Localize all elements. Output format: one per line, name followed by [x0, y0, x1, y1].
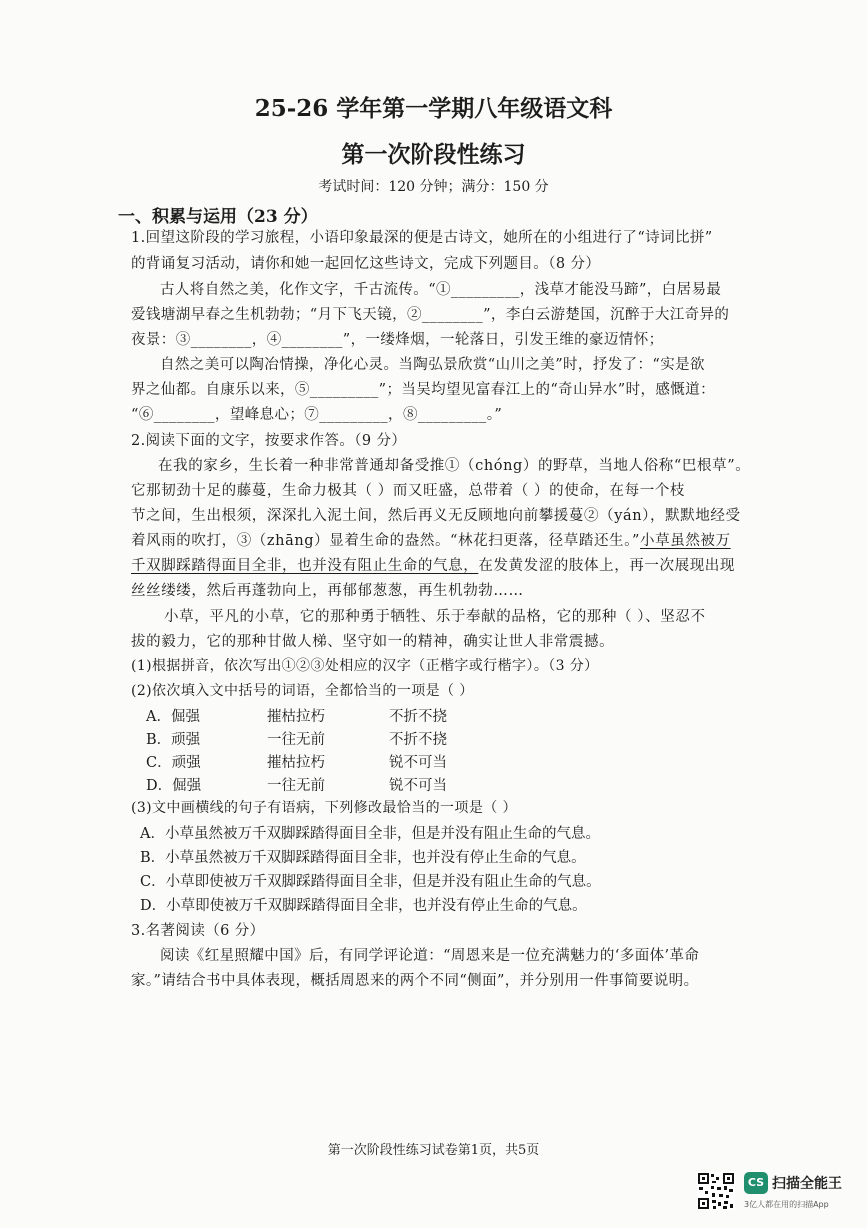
q1-line: 1.回望这阶段的学习旅程，小语印象最深的便是古诗文，她所在的小组进行了“诗词比拼”: [131, 230, 713, 246]
q2-underlined-sentence: 小草虽然被万: [640, 533, 731, 549]
q3-line: 阅读《红星照耀中国》后，有同学评论道：“周恩来是一位充满魅力的‘多面体’革命: [160, 948, 700, 964]
page-footer: 第一次阶段性练习试卷第1页，共5页: [327, 1143, 540, 1158]
option-letter: B．顽强: [146, 732, 201, 748]
q2-passage-line: 在我的家乡，生长着一种非常普通却备受推①（chóng）的野草，当地人俗称“巴根草”。: [158, 458, 751, 474]
q1-line: 自然之美可以陶冶情操，净化心灵。当陶弘景欣赏“山川之美”时，抒发了：“实是欲: [160, 357, 705, 373]
q2-sub3-option: C．小草即使被万千双脚踩踏得面目全非，但是并没有阻止生命的气息。: [140, 874, 601, 890]
q3-line: 家。”请结合书中具体表现，概括周恩来的两个不同“侧面”，并分别用一件事简要说明。: [131, 973, 699, 989]
q2-passage-line: 小草，平凡的小草，它的那种勇于牺牲、乐于奉献的品格，它的那种（ ）、坚忍不: [164, 609, 706, 625]
qr-code-icon[interactable]: [697, 1172, 735, 1210]
option-letter: C．顽强: [146, 755, 201, 771]
q2-passage-line: 拔的毅力，它的那种甘做人梯、坚守如一的精神，确实让世人非常震撼。: [131, 634, 615, 650]
option-word: 锐不可当: [389, 755, 447, 771]
q2-sub1: (1)根据拼音，依次写出①②③处相应的汉字（正楷字或行楷字）。（3 分）: [131, 658, 599, 674]
q2-passage-line: 千双脚踩踏得面目全非，也并没有阻止生命的气息，在发黄发涩的肢体上，再一次展现出现: [131, 558, 736, 574]
q1-line: 的背诵复习活动，请你和她一起回忆这些诗文，完成下列题目。（8 分）: [131, 256, 601, 272]
q2-passage-line: 丝丝缕缕，然后再蓬勃向上，再郁郁葱葱，再生机勃勃……: [131, 583, 524, 599]
q1-line: 界之仙都。自康乐以来，⑤_________”；当吴均望见富春江上的“奇山异水”时，感慨道：: [131, 382, 715, 398]
scanner-app-tagline: 3亿人都在用的扫描App: [744, 1200, 829, 1209]
q1-line: 爱钱塘湖早春之生机勃勃；“月下飞天镜，②________”，李白云游楚国，沉醉于大江奇异的: [131, 307, 730, 323]
section-heading: 一、积累与运用（23 分）: [118, 207, 318, 227]
option-letter: A．倔强: [146, 709, 200, 725]
q1-line: “⑥________，望峰息心；⑦_________，⑧_________。”: [131, 407, 503, 423]
option-word: 摧枯拉朽: [267, 755, 325, 771]
option-word: 一往无前: [267, 732, 325, 748]
option-word: 锐不可当: [389, 778, 447, 794]
option-word: 不折不挠: [389, 732, 447, 748]
option-word: 一往无前: [267, 778, 325, 794]
exam-title-line1: 25-26 学年第一学期八年级语文科: [254, 95, 613, 122]
exam-info: 考试时间：120 分钟；满分：150 分: [318, 179, 549, 195]
q2-stem: 2.阅读下面的文字，按要求作答。（9 分）: [131, 433, 407, 449]
q2-sub3: (3)文中画横线的句子有语病，下列修改最恰当的一项是（ ）: [131, 800, 517, 816]
exam-title-line2: 第一次阶段性练习: [341, 141, 526, 168]
option-word: 不折不挠: [389, 709, 447, 725]
q2-sub3-option: B．小草虽然被万千双脚踩踏得面目全非，也并没有停止生命的气息。: [140, 850, 586, 866]
q2-passage-line: 节之间，生出根须，深深扎入泥土间，然后再义无反顾地向前攀援蔓②（yán），默默地经受: [131, 508, 741, 524]
q1-line: 夜景：③________，④________”，一缕烽烟，一轮落日，引发王维的豪迈情怀；: [131, 332, 664, 348]
option-letter: D．倔强: [146, 778, 202, 794]
q2-passage-line: 它那韧劲十足的藤蔓，生命力极其（ ）而又旺盛，总带着（ ）的使命，在每一个枝: [131, 483, 686, 499]
q2-sub3-option: A．小草虽然被万千双脚踩踏得面目全非，但是并没有阻止生命的气息。: [140, 826, 600, 842]
q2-sub3-option: D．小草即使被万千双脚踩踏得面目全非，也并没有停止生命的气息。: [140, 898, 587, 914]
scanner-app-name: 扫描全能王: [772, 1176, 842, 1192]
q3-stem: 3.名著阅读（6 分）: [131, 923, 265, 939]
q2-underlined-sentence: 千双脚踩踏得面目全非，也并没有阻止生命的气息，: [131, 558, 479, 574]
q1-line: 古人将自然之美，化作文字，千古流传。“①_________，浅草才能没马蹄”，白居易最: [160, 282, 722, 298]
q2-sub2: (2)依次填入文中括号的词语，全都恰当的一项是（ ）: [131, 683, 474, 699]
camscanner-logo-icon: CS: [744, 1172, 768, 1194]
q2-passage-line: 着风雨的吹打，③（zhāng）显着生命的盎然。“林花扫更落，径草踏还生。”小草虽然被万: [131, 533, 731, 549]
option-word: 摧枯拉朽: [267, 709, 325, 725]
